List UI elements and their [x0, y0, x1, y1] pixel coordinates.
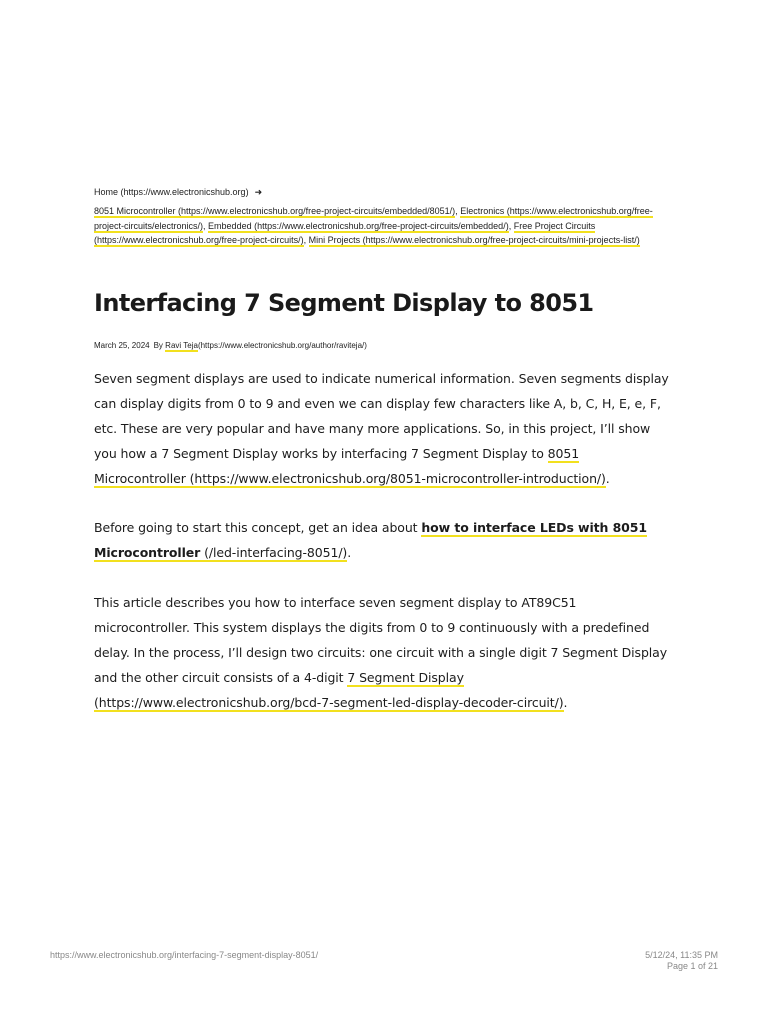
led-interfacing-link[interactable]: how to interface LEDs with 8051 Microcontroller: [94, 520, 647, 560]
paragraph-end: .: [605, 471, 610, 486]
paragraph-text: This article describes you how to interface seven segment display to AT89C51 microcontroller. This system displays the digits from 0 to 9 continuously with a predefined delay. In the process, I’ll design two circuits: one circuit with a single digit 7 Segment Display and the other circuit consists of a 4-digit: [94, 595, 668, 685]
category-link-mini-projects[interactable]: Mini Projects (https://www.electronicshub.org/free-project-circuits/mini-projects-list/): [308, 235, 640, 245]
paragraph-text: Before going to start this concept, get an idea about: [94, 520, 422, 535]
category-link-free-project-circuits[interactable]: Free Project Circuits (https://www.electronicshub.org/free-project-circuits/): [94, 220, 596, 245]
by-label: By: [153, 341, 163, 350]
page-title: Interfacing 7 Segment Display to 8051: [94, 289, 594, 317]
paragraph-end: .: [347, 545, 352, 560]
category-links: [94, 204, 674, 248]
prerequisite-paragraph: [94, 515, 674, 565]
category-separator: ,: [455, 206, 461, 216]
publish-date: March 25, 2024: [94, 341, 150, 350]
author-url: (https://www.electronicshub.org/author/raviteja/): [197, 341, 367, 350]
breadcrumb-home-link[interactable]: Home (https://www.electronicshub.org): [94, 187, 249, 197]
seven-segment-display-link[interactable]: 7 Segment Display (https://www.electronicshub.org/bcd-7-segment-led-display-decoder-circuit/): [94, 670, 564, 710]
category-separator: ,: [303, 235, 309, 245]
led-interfacing-url-link[interactable]: (/led-interfacing-8051/): [200, 545, 348, 560]
intro-paragraph: [94, 366, 674, 491]
footer-url: https://www.electronicshub.org/interfacing-7-segment-display-8051/: [50, 950, 319, 960]
arrow-right-icon: ➜: [254, 187, 263, 197]
category-separator: ,: [203, 220, 209, 231]
print-datetime: 5/12/24, 11:35 PM: [645, 950, 718, 960]
article-meta: [94, 340, 367, 352]
page-number: Page 1 of 21: [666, 961, 718, 971]
author-link[interactable]: Ravi Teja: [165, 341, 198, 350]
paragraph-end: .: [563, 695, 568, 710]
microcontroller-intro-link[interactable]: 8051 Microcontroller (https://www.electronicshub.org/8051-microcontroller-introduction/): [94, 446, 606, 486]
category-link-electronics[interactable]: Electronics (https://www.electronicshub.org/free-project-circuits/electronics/): [94, 206, 653, 231]
paragraph-text: Seven segment displays are used to indicate numerical information. Seven segments display can display digits from 0 to 9 and even we can display few characters like A, b, C, H, E, e, F, etc. These are very popular and have many more applications. So, in this project, I’ll show you how a 7 Segment Display works by interfacing 7 Segment Display to: [94, 371, 669, 461]
category-link-embedded[interactable]: Embedded (https://www.electronicshub.org/free-project-circuits/embedded/): [208, 220, 509, 231]
description-paragraph: [94, 590, 674, 715]
category-link-8051[interactable]: 8051 Microcontroller (https://www.electronicshub.org/free-project-circuits/embedded/8051/): [94, 206, 456, 216]
footer-info: [645, 950, 718, 972]
category-separator: ,: [508, 220, 514, 231]
breadcrumb: [94, 186, 262, 199]
